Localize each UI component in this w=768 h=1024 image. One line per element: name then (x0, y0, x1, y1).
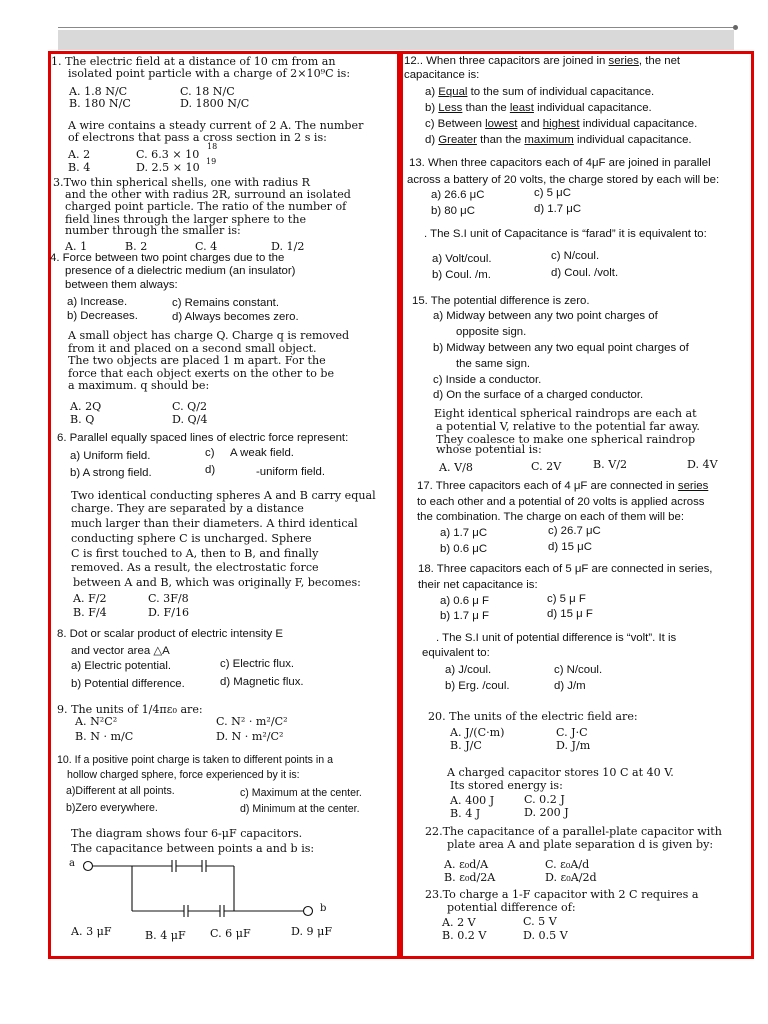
q8-line1: 8. Dot or scalar product of electric intensity E (57, 628, 284, 640)
q5-line5: a maximum. q should be: (68, 379, 210, 392)
q11-option-d: D. 9 μF (291, 925, 333, 938)
q21-option-c: C. 0.2 J (524, 793, 565, 806)
q17-line2: to each other and a potential of 20 volts is applied across (417, 496, 705, 508)
q16-line3: They coalesce to make one spherical raindrop (436, 433, 696, 446)
q5-line1: A small object has charge Q. Charge q is removed (68, 329, 350, 342)
q7-line4: conducting sphere C is uncharged. Sphere (71, 532, 312, 545)
q7-line7: between A and B, which was originally F, becomes: (73, 576, 361, 589)
q18-line2: their net capacitance is: (418, 579, 538, 591)
q20-option-b: B. J/C (450, 739, 482, 752)
q21-line2: Its stored energy is: (450, 779, 563, 792)
q23-option-c: C. 5 V (523, 915, 557, 928)
q19-option-b: b) Erg. /coul. (445, 680, 510, 692)
q13-line2: across a battery of 20 volts, the charge stored by each will be: (407, 174, 720, 186)
q20-option-c: C. J·C (556, 726, 588, 739)
q1-option-a: A. 1.8 N/C (69, 85, 128, 98)
q3-line5: number through the smaller is: (65, 224, 241, 237)
q22-option-a: A. ε₀d/A (444, 858, 489, 871)
q11-line2: The capacitance between points a and b is: (71, 842, 315, 855)
q6-option-c: c) (205, 447, 215, 459)
q23-option-a: A. 2 V (442, 916, 476, 929)
q15-option-b-cont: the same sign. (456, 358, 531, 370)
q17-line1: 17. Three capacitors each of 4 μF are connected in series (417, 480, 709, 492)
terminal-b (304, 907, 313, 916)
q17-option-b: b) 0.6 μC (440, 543, 488, 555)
q17-option-a: a) 1.7 μC (440, 527, 488, 539)
q18-option-c: c) 5 μ F (547, 593, 586, 605)
q15-option-c: c) Inside a conductor. (433, 374, 542, 386)
q23-line1: 23.To charge a 1-F capacitor with 2 C requires a (425, 888, 699, 901)
q18-line1: 18. Three capacitors each of 5 μF are connected in series, (418, 563, 713, 575)
q7-option-b: B. F/4 (73, 606, 107, 619)
q17-option-d: d) 15 μC (548, 541, 592, 553)
q7-line6: removed. As a result, the electrostatic force (71, 561, 319, 574)
q19-option-c: c) N/coul. (554, 664, 603, 676)
q6-option-a: a) Uniform field. (70, 450, 151, 462)
q10-option-a: a)Different at all points. (66, 785, 175, 797)
q11-option-a: A. 3 μF (71, 925, 112, 938)
q14-option-b: b) Coul. /m. (432, 269, 491, 281)
q16-option-c: C. 2V (531, 460, 562, 473)
q4-line2: presence of a dielectric medium (an insulator) (65, 265, 296, 277)
q9-option-b: B. N · m/C (75, 730, 134, 743)
q1-option-c: C. 18 N/C (180, 85, 235, 98)
q4-line1: 4. Force between two point charges due to the (50, 252, 285, 264)
q7-option-d: D. F/16 (148, 606, 190, 619)
q11-option-b: B. 4 μF (145, 929, 186, 942)
q22-line2: plate area A and plate separation d is given by: (447, 838, 714, 851)
q2-exponent-19: 19 (206, 157, 217, 166)
q6-option-d-text: -uniform field. (256, 466, 326, 478)
q20-option-a: A. J/(C·m) (450, 726, 505, 739)
q3-line2: and the other with radius 2R, surround an isolated (65, 188, 351, 201)
q23-option-b: B. 0.2 V (442, 929, 487, 942)
q4-option-d: d) Always becomes zero. (172, 311, 299, 323)
q19-line1: . The S.I unit of potential difference is “volt”. It is (436, 632, 677, 644)
q19-option-d: d) J/m (554, 680, 586, 692)
q2-option-a: A. 2 (68, 148, 91, 161)
q14-option-a: a) Volt/coul. (432, 253, 492, 265)
q9-line1: 9. The units of 1/4πε₀ are: (57, 703, 203, 716)
q15-option-a-cont: opposite sign. (456, 326, 527, 338)
q3-option-c: C. 4 (195, 240, 218, 253)
q2-option-d: D. 2.5 × 10 (136, 161, 200, 174)
q1-line1: 1. The electric field at a distance of 10 cm from an (51, 55, 336, 68)
q22-option-d: D. ε₀A/2d (545, 871, 597, 884)
q13-option-b: b) 80 μC (431, 205, 475, 217)
q5-option-a: A. 2Q (70, 400, 102, 413)
q6-option-d: d) (205, 464, 216, 476)
q9-option-d: D. N · m²/C² (216, 730, 284, 743)
q10-line2: hollow charged sphere, force experienced by it is: (67, 769, 300, 781)
q21-option-d: D. 200 J (524, 806, 569, 819)
q8-option-c: c) Electric flux. (220, 658, 295, 670)
q18-option-b: b) 1.7 μ F (440, 610, 489, 622)
q9-option-a: A. N²C² (75, 715, 118, 728)
q11-line1: The diagram shows four 6-μF capacitors. (71, 827, 303, 840)
q6-option-c-text: A weak field. (230, 447, 294, 459)
q12-option-b: b) Less than the least individual capacitance. (425, 102, 652, 114)
q3-line3: charged point particle. The ratio of the number of (65, 200, 347, 213)
q10-option-c: c) Maximum at the center. (240, 787, 362, 799)
q13-line1: 13. When three capacitors each of 4μF are joined in parallel (409, 157, 711, 169)
q22-line1: 22.The capacitance of a parallel-plate capacitor with (425, 825, 722, 838)
q20-option-d: D. J/m (556, 739, 591, 752)
q18-option-d: d) 15 μ F (547, 608, 593, 620)
q7-line2: charge. They are separated by a distance (71, 502, 304, 515)
q5-line4: force that each object exerts on the other to be (68, 367, 335, 380)
q2-line2: of electrons that pass a cross section in 2 s is: (68, 131, 327, 144)
q3-option-d: D. 1/2 (271, 240, 305, 253)
q22-option-c: C. ε₀A/d (545, 858, 590, 871)
q15-line1: 15. The potential difference is zero. (412, 295, 590, 307)
q3-option-a: A. 1 (65, 240, 88, 253)
q5-option-b: B. Q (70, 413, 95, 426)
q4-option-b: b) Decreases. (67, 310, 138, 322)
q10-option-d: d) Minimum at the center. (240, 803, 360, 815)
q16-option-b: B. V/2 (593, 458, 628, 471)
q16-line4: whose potential is: (436, 443, 542, 456)
q10-option-b: b)Zero everywhere. (66, 802, 158, 814)
q11-option-c: C. 6 μF (210, 927, 251, 940)
q16-line1: Eight identical spherical raindrops are each at (434, 407, 697, 420)
q19-line2: equivalent to: (422, 647, 490, 659)
q14-option-c: c) N/coul. (551, 250, 600, 262)
q15-option-a: a) Midway between any two point charges of (433, 310, 658, 322)
q7-option-a: A. F/2 (73, 592, 107, 605)
q16-line2: a potential V, relative to the potential far away. (436, 420, 700, 433)
q19-option-a: a) J/coul. (445, 664, 492, 676)
q2-line1: A wire contains a steady current of 2 A. The number (68, 119, 364, 132)
q8-option-a: a) Electric potential. (71, 660, 172, 672)
q21-option-a: A. 400 J (450, 794, 495, 807)
q23-option-d: D. 0.5 V (523, 929, 568, 942)
q1-option-b: B. 180 N/C (69, 97, 131, 110)
q2-exponent-18: 18 (207, 142, 218, 151)
q5-option-d: D. Q/4 (172, 413, 208, 426)
q12-line2: capacitance is: (404, 69, 480, 81)
q13-option-c: c) 5 μC (534, 187, 571, 199)
q16-option-d: D. 4V (687, 458, 718, 471)
q3-line4: field lines through the larger sphere to the (65, 213, 307, 226)
q4-option-c: c) Remains constant. (172, 297, 279, 309)
q8-option-d: d) Magnetic flux. (220, 676, 304, 688)
q15-option-b: b) Midway between any two equal point charges of (433, 342, 689, 354)
q2-option-c: C. 6.3 × 10 (136, 148, 200, 161)
q2-option-b: B. 4 (68, 161, 91, 174)
q8-line2: and vector area △A (71, 645, 170, 657)
q6-line1: 6. Parallel equally spaced lines of electric force represent: (57, 432, 349, 444)
q1-line2: isolated point particle with a charge of 2×10⁹C is: (68, 67, 351, 80)
q12-line1: 12.. When three capacitors are joined in series, the net (404, 55, 681, 67)
q23-line2: potential difference of: (447, 901, 576, 914)
q1-option-d: D. 1800 N/C (180, 97, 250, 110)
q13-option-a: a) 26.6 μC (431, 189, 485, 201)
q20-line1: 20. The units of the electric field are: (428, 710, 638, 723)
q5-option-c: C. Q/2 (172, 400, 208, 413)
q4-option-a: a) Increase. (67, 296, 128, 308)
q12-option-a: a) Equal to the sum of individual capacitance. (425, 86, 655, 98)
q17-option-c: c) 26.7 μC (548, 525, 601, 537)
q21-line1: A charged capacitor stores 10 C at 40 V. (447, 766, 674, 779)
q6-option-b: b) A strong field. (70, 467, 152, 479)
q22-option-b: B. ε₀d/2A (444, 871, 496, 884)
q14-option-d: d) Coul. /volt. (551, 267, 619, 279)
q21-option-b: B. 4 J (450, 807, 481, 820)
q7-line3: much larger than their diameters. A third identical (71, 517, 358, 530)
q4-line3: between them always: (65, 279, 178, 291)
q13-option-d: d) 1.7 μC (534, 203, 582, 215)
point-b-label: b (320, 903, 327, 914)
q7-option-c: C. 3F/8 (148, 592, 189, 605)
point-a-label: a (69, 858, 75, 869)
q7-line5: C is first touched to A, then to B, and finally (71, 547, 319, 560)
q16-option-a: A. V/8 (439, 461, 473, 474)
q12-option-c: c) Between lowest and highest individual capacitance. (425, 118, 698, 130)
q12-option-d: d) Greater than the maximum individual capacitance. (425, 134, 692, 146)
q18-option-a: a) 0.6 μ F (440, 595, 489, 607)
q3-option-b: B. 2 (125, 240, 148, 253)
q10-line1: 10. If a positive point charge is taken to different points in a (57, 754, 334, 766)
terminal-a (84, 862, 93, 871)
q3-line1: 3.Two thin spherical shells, one with radius R (53, 176, 310, 189)
q8-option-b: b) Potential difference. (71, 678, 185, 690)
q15-option-d: d) On the surface of a charged conductor. (433, 389, 644, 401)
q5-line2: from it and placed on a second small object. (68, 342, 317, 355)
q7-line1: Two identical conducting spheres A and B carry equal (71, 489, 376, 502)
q17-line3: the combination. The charge on each of them will be: (417, 511, 684, 523)
q5-line3: The two objects are placed 1 m apart. For the (68, 354, 326, 367)
q14-line1: . The S.I unit of Capacitance is “farad” it is equivalent to: (424, 228, 707, 240)
q9-option-c: C. N² · m²/C² (216, 715, 288, 728)
